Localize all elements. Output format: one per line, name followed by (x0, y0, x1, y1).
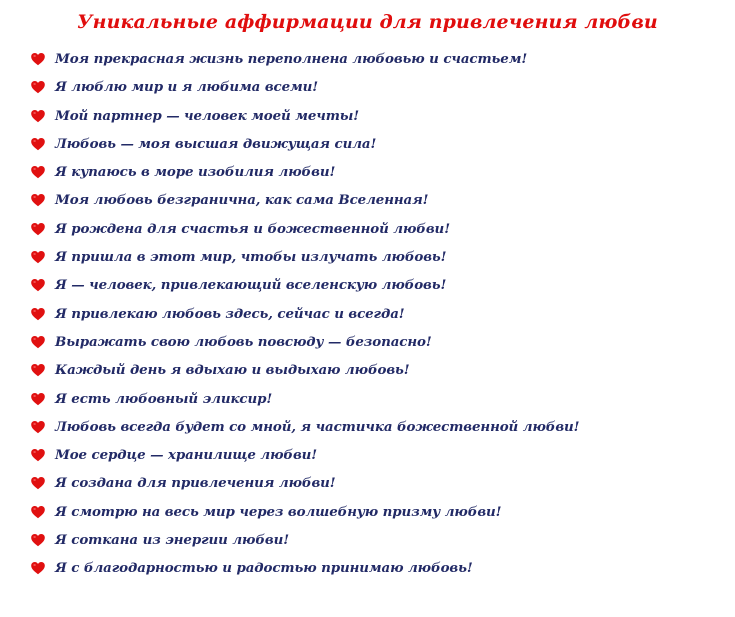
list-item (30, 219, 579, 247)
heart-icon (30, 334, 46, 350)
list-item (30, 134, 579, 162)
page-title: Уникальные аффирмации для привлечения любви (77, 11, 658, 33)
list-item (30, 162, 579, 190)
affirmation-text: Я купаюсь в море изобилия любви! (55, 164, 336, 181)
affirmation-text: Я смотрю на весь мир через волшебную призму любви! (55, 503, 502, 520)
heart-icon (30, 419, 46, 435)
affirmation-text: Я рождена для счастья и божественной любви! (55, 220, 450, 237)
heart-icon (30, 164, 46, 180)
affirmation-text: Я соткана из энергии любви! (55, 532, 290, 549)
affirmation-list (30, 49, 579, 587)
list-item (30, 558, 579, 586)
heart-icon (30, 249, 46, 265)
list-item (30, 332, 579, 360)
affirmation-text: Моя любовь безгранична, как сама Вселенная! (55, 192, 429, 209)
heart-icon (30, 391, 46, 407)
list-item (30, 417, 579, 445)
affirmation-text: Я создана для привлечения любви! (55, 475, 336, 492)
heart-icon (30, 532, 46, 548)
heart-icon (30, 560, 46, 576)
heart-icon (30, 192, 46, 208)
heart-icon (30, 475, 46, 491)
affirmation-text: Любовь — моя высшая движущая сила! (55, 135, 377, 152)
list-item (30, 275, 579, 303)
list-item (30, 502, 579, 530)
list-item (30, 190, 579, 218)
affirmation-text: Я — человек, привлекающий вселенскую любовь! (55, 277, 447, 294)
affirmation-text: Каждый день я вдыхаю и выдыхаю любовь! (55, 362, 410, 379)
affirmation-text: Моя прекрасная жизнь переполнена любовью и счастьем! (55, 51, 528, 67)
list-item (30, 473, 579, 501)
affirmation-text: Мой партнер — человек моей мечты! (55, 107, 360, 124)
affirmation-text: Любовь всегда будет со мной, я частичка божественной любви! (55, 418, 580, 435)
heart-icon (30, 136, 46, 152)
list-item (30, 389, 579, 417)
affirmation-text: Я люблю мир и я любима всеми! (55, 79, 319, 96)
list-item (30, 77, 579, 105)
list-item (30, 247, 579, 275)
heart-icon (30, 108, 46, 124)
heart-icon (30, 504, 46, 520)
heart-icon (30, 362, 46, 378)
affirmation-text: Я привлекаю любовь здесь, сейчас и всегда! (55, 305, 405, 322)
affirmation-text: Выражать свою любовь повсюду — безопасно! (55, 333, 432, 350)
list-item (30, 49, 579, 77)
list-item (30, 106, 579, 134)
heart-icon (30, 277, 46, 293)
list-item (30, 360, 579, 388)
heart-icon (30, 79, 46, 95)
affirmation-text: Мое сердце — хранилище любви! (55, 447, 318, 464)
affirmation-text: Я с благодарностью и радостью принимаю любовь! (55, 560, 473, 577)
heart-icon (30, 447, 46, 463)
list-item (30, 445, 579, 473)
heart-icon (30, 306, 46, 322)
heart-icon (30, 51, 46, 67)
affirmation-text: Я пришла в этот мир, чтобы излучать любовь! (55, 249, 447, 266)
list-item (30, 530, 579, 558)
affirmation-text: Я есть любовный эликсир! (55, 390, 273, 407)
list-item (30, 304, 579, 332)
heart-icon (30, 221, 46, 237)
